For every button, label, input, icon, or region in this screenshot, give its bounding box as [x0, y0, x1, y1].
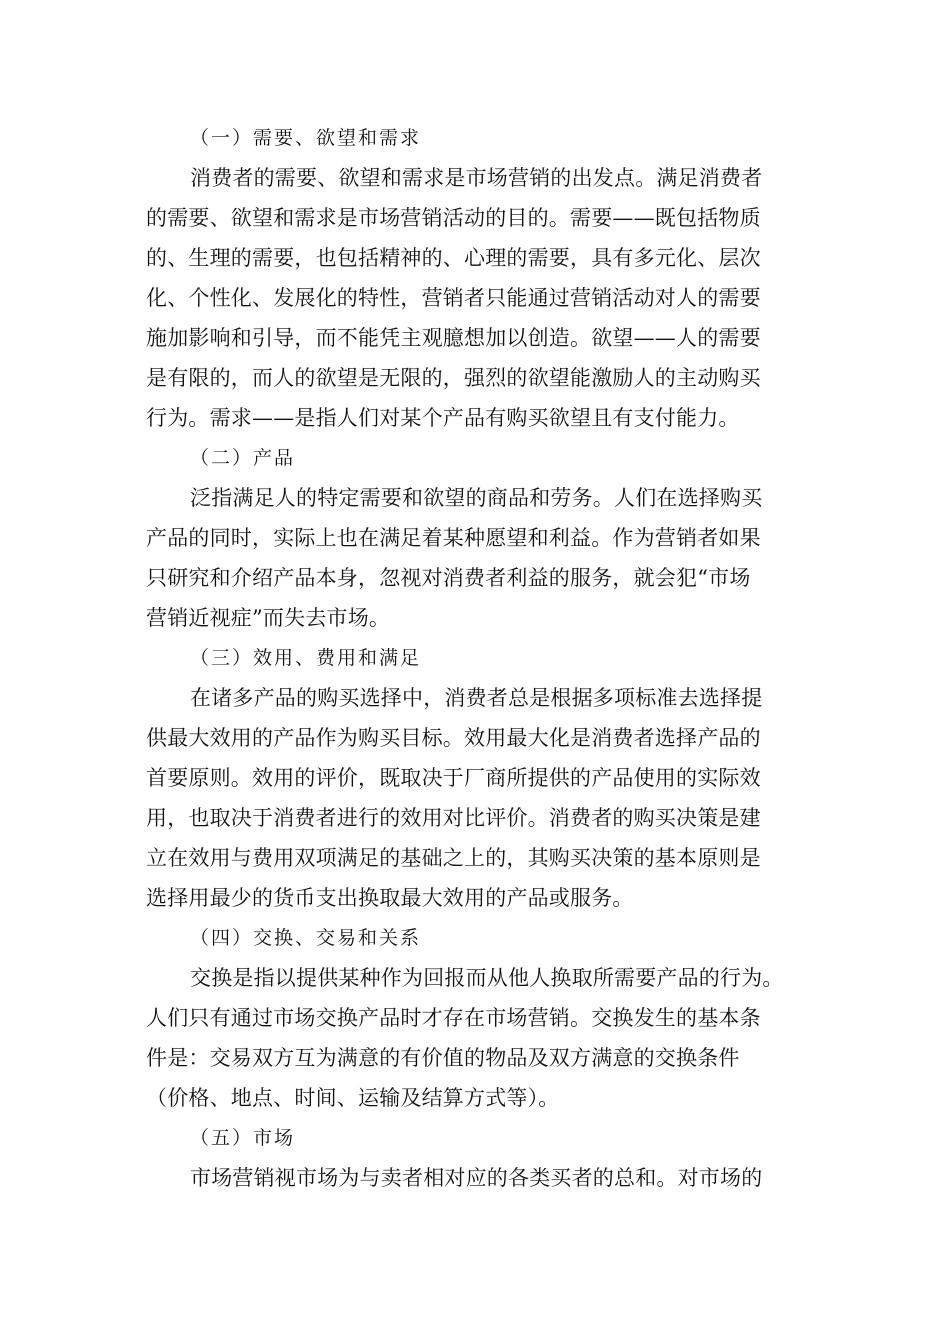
section-heading-4: （四）交换、交易和关系: [190, 927, 422, 949]
text-line: 产品的同时，实际上也在满足着某种愿望和利益。作为营销者如果: [146, 526, 761, 550]
text-line: 消费者的需要、欲望和需求是市场营销的出发点。满足消费者: [190, 166, 763, 190]
section-heading-3: （三）效用、费用和满足: [190, 647, 422, 669]
text-line: 选择用最少的货币支出换取最大效用的产品或服务。: [146, 886, 634, 910]
section-paragraph-3: [146, 678, 810, 918]
section-heading-1: （一）需要、欲望和需求: [190, 127, 422, 149]
section-paragraph-1: [146, 158, 810, 438]
text-line: 在诸多产品的购买选择中，消费者总是根据多项标准去选择提: [190, 686, 763, 710]
text-line: 泛指满足人的特定需要和欲望的商品和劳务。人们在选择购买: [190, 486, 763, 510]
text-line: 人们只有通过市场交换产品时才存在市场营销。交换发生的基本条: [146, 1006, 761, 1030]
section-heading-2: （二）产品: [190, 447, 296, 469]
text-line: 首要原则。效用的评价，既取决于厂商所提供的产品使用的实际效: [146, 766, 761, 790]
text-line: 用，也取决于消费者进行的效用对比评价。消费者的购买决策是建: [146, 806, 761, 830]
text-line: （价格、地点、时间、运输及结算方式等）。: [146, 1086, 560, 1110]
text-line: 是有限的，而人的欲望是无限的，强烈的欲望能激励人的主动购买: [146, 366, 761, 390]
document-body: [146, 118, 810, 1198]
text-line: 供最大效用的产品作为购买目标。效用最大化是消费者选择产品的: [146, 726, 761, 750]
section-paragraph-4: [146, 958, 810, 1118]
text-line: 只研究和介绍产品本身，忽视对消费者利益的服务，就会犯“市场: [146, 566, 751, 590]
section-heading-5: （五）市场: [190, 1127, 296, 1149]
text-line: 行为。需求——是指人们对某个产品有购买欲望且有支付能力。: [146, 406, 740, 430]
text-line: 立在效用与费用双项满足的基础之上的，其购买决策的基本原则是: [146, 846, 761, 870]
text-line: 交换是指以提供某种作为回报而从他人换取所需要产品的行为。: [190, 966, 784, 990]
section-paragraph-2: [146, 478, 810, 638]
text-line: 件是：交易双方互为满意的有价值的物品及双方满意的交换条件: [146, 1046, 740, 1070]
text-line: 营销近视症”而失去市场。: [146, 606, 391, 630]
text-line: 施加影响和引导，而不能凭主观臆想加以创造。欲望——人的需要: [146, 326, 761, 350]
text-line: 市场营销视市场为与卖者相对应的各类买者的总和。对市场的: [190, 1166, 763, 1190]
section-paragraph-5: [146, 1158, 810, 1198]
text-line: 的、生理的需要，也包括精神的、心理的需要，具有多元化、层次: [146, 246, 761, 270]
text-line: 化、个性化、发展化的特性，营销者只能通过营销活动对人的需要: [146, 286, 761, 310]
text-line: 的需要、欲望和需求是市场营销活动的目的。需要——既包括物质: [146, 206, 761, 230]
